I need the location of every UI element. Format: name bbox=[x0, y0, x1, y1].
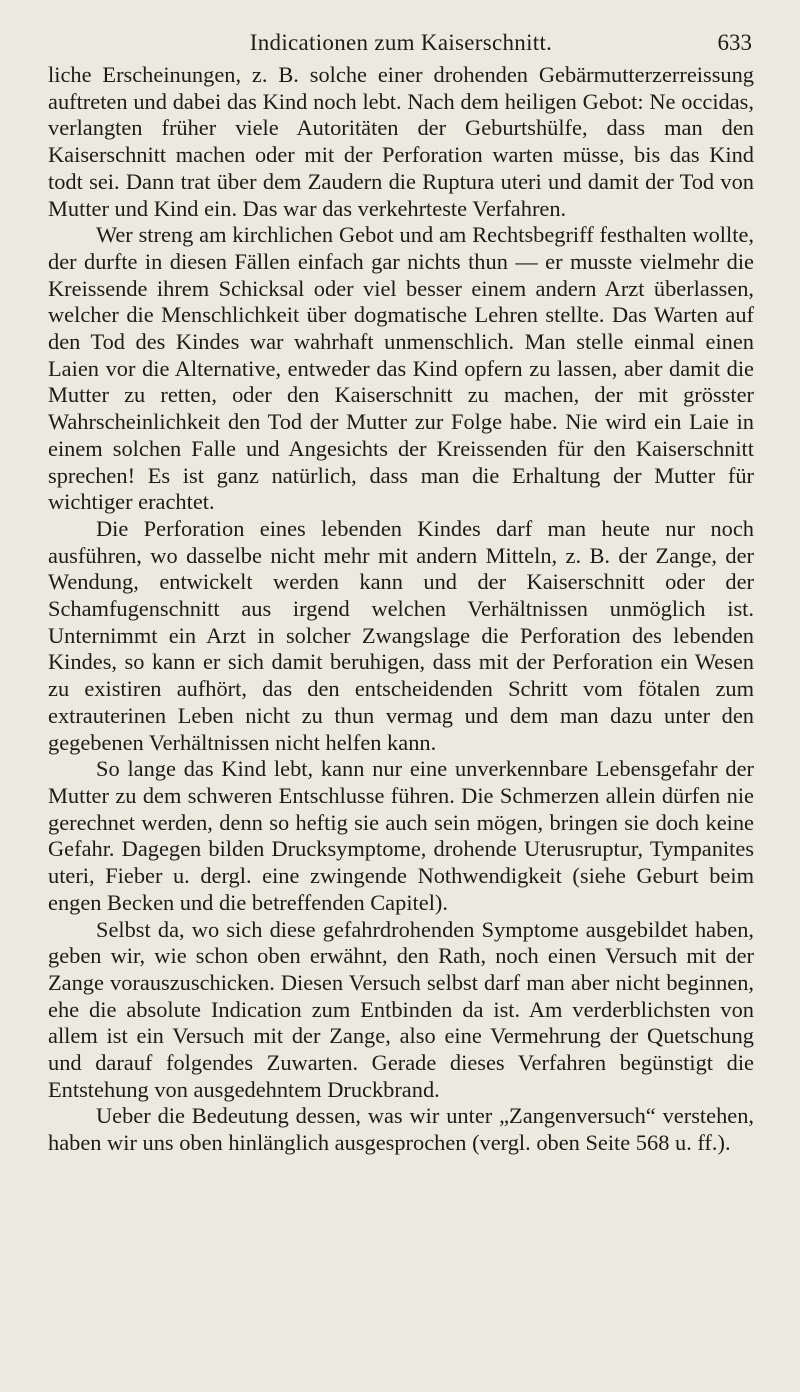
running-title: Indicationen zum Kaiserschnitt. bbox=[249, 30, 553, 55]
body-text bbox=[48, 62, 754, 1157]
paragraph: Die Perforation eines lebenden Kindes darf man heute nur noch ausführen, wo dasselbe nicht mehr mit andern Mitteln, z. B. der Zange, der Wendung, entwickelt werden kann und der Kaiserschnitt oder der Schamfugenschnitt aus irgend welchen Verhältnissen unmöglich ist. Unternimmt ein Arzt in solcher Zwangslage die Perforation des lebenden Kindes, so kann er sich damit beruhigen, dass mit der Perforation ein Wesen zu existiren aufhört, das den entscheidenden Schritt vom fötalen zum extrauterinen Leben nicht zu thun vermag und dem man dazu unter den gegebenen Verhältnissen nicht helfen kann. bbox=[48, 515, 754, 755]
paragraph: Selbst da, wo sich diese gefahrdrohenden Symptome ausgebildet haben, geben wir, wie schon oben erwähnt, den Rath, noch einen Versuch mit der Zange vorauszuschicken. Diesen Versuch selbst darf man aber nicht beginnen, ehe die absolute Indication zum Entbinden da ist. Am verderblichsten von allem ist ein Versuch mit der Zange, also eine Vermehrung der Quetschung und darauf folgendes Zuwarten. Gerade dieses Verfahren begünstigt die Entstehung von ausgedehntem Druckbrand. bbox=[48, 916, 754, 1102]
running-head bbox=[48, 0, 754, 62]
paragraph: Ueber die Bedeutung dessen, was wir unter „Zangenversuch“ verstehen, haben wir uns oben hinlänglich ausgesprochen (vergl. oben Seite 568 u. ff.). bbox=[48, 1103, 754, 1156]
paragraph-continuation: liche Erscheinungen, z. B. solche einer drohenden Gebärmutterzerreissung auftreten und dabei das Kind noch lebt. Nach dem heiligen Gebot: Ne occidas, verlangten früher viele Autoritäten der Geburtshülfe, dass man den Kaiserschnitt machen oder mit der Perforation warten müsse, bis das Kind todt sei. Dann trat über dem Zaudern die Ruptura uteri und damit der Tod von Mutter und Kind ein. Das war das verkehrteste Verfahren. bbox=[48, 62, 754, 221]
paragraph: So lange das Kind lebt, kann nur eine unverkennbare Lebensgefahr der Mutter zu dem schweren Entschlusse führen. Die Schmerzen allein dürfen nie gerechnet werden, denn so heftig sie auch sein mögen, bringen sie doch keine Gefahr. Dagegen bilden Drucksymptome, drohende Uterusruptur, Tympanites uteri, Fieber u. dergl. eine zwingende Nothwendigkeit (siehe Geburt beim engen Becken und die betreffenden Capitel). bbox=[48, 756, 754, 915]
page-number: 633 bbox=[717, 30, 752, 55]
paragraph: Wer streng am kirchlichen Gebot und am Rechtsbegriff festhalten wollte, der durfte in diesen Fällen einfach gar nichts thun — er musste vielmehr die Kreissende ihrem Schicksal oder viel besser einem andern Arzt überlassen, welcher die Menschlichkeit über dogmatische Lehren stellte. Das Warten auf den Tod des Kindes war wahrhaft unmenschlich. Man stelle einmal einen Laien vor die Alternative, entweder das Kind opfern zu lassen, aber damit die Mutter zu retten, oder den Kaiserschnitt zu machen, der mit grösster Wahrscheinlichkeit den Tod der Mutter zur Folge habe. Nie wird ein Laie in einem solchen Falle und Angesichts der Kreissenden für den Kaiserschnitt sprechen! Es ist ganz natürlich, dass man die Erhaltung der Mutter für wichtiger erachtet. bbox=[48, 222, 754, 515]
